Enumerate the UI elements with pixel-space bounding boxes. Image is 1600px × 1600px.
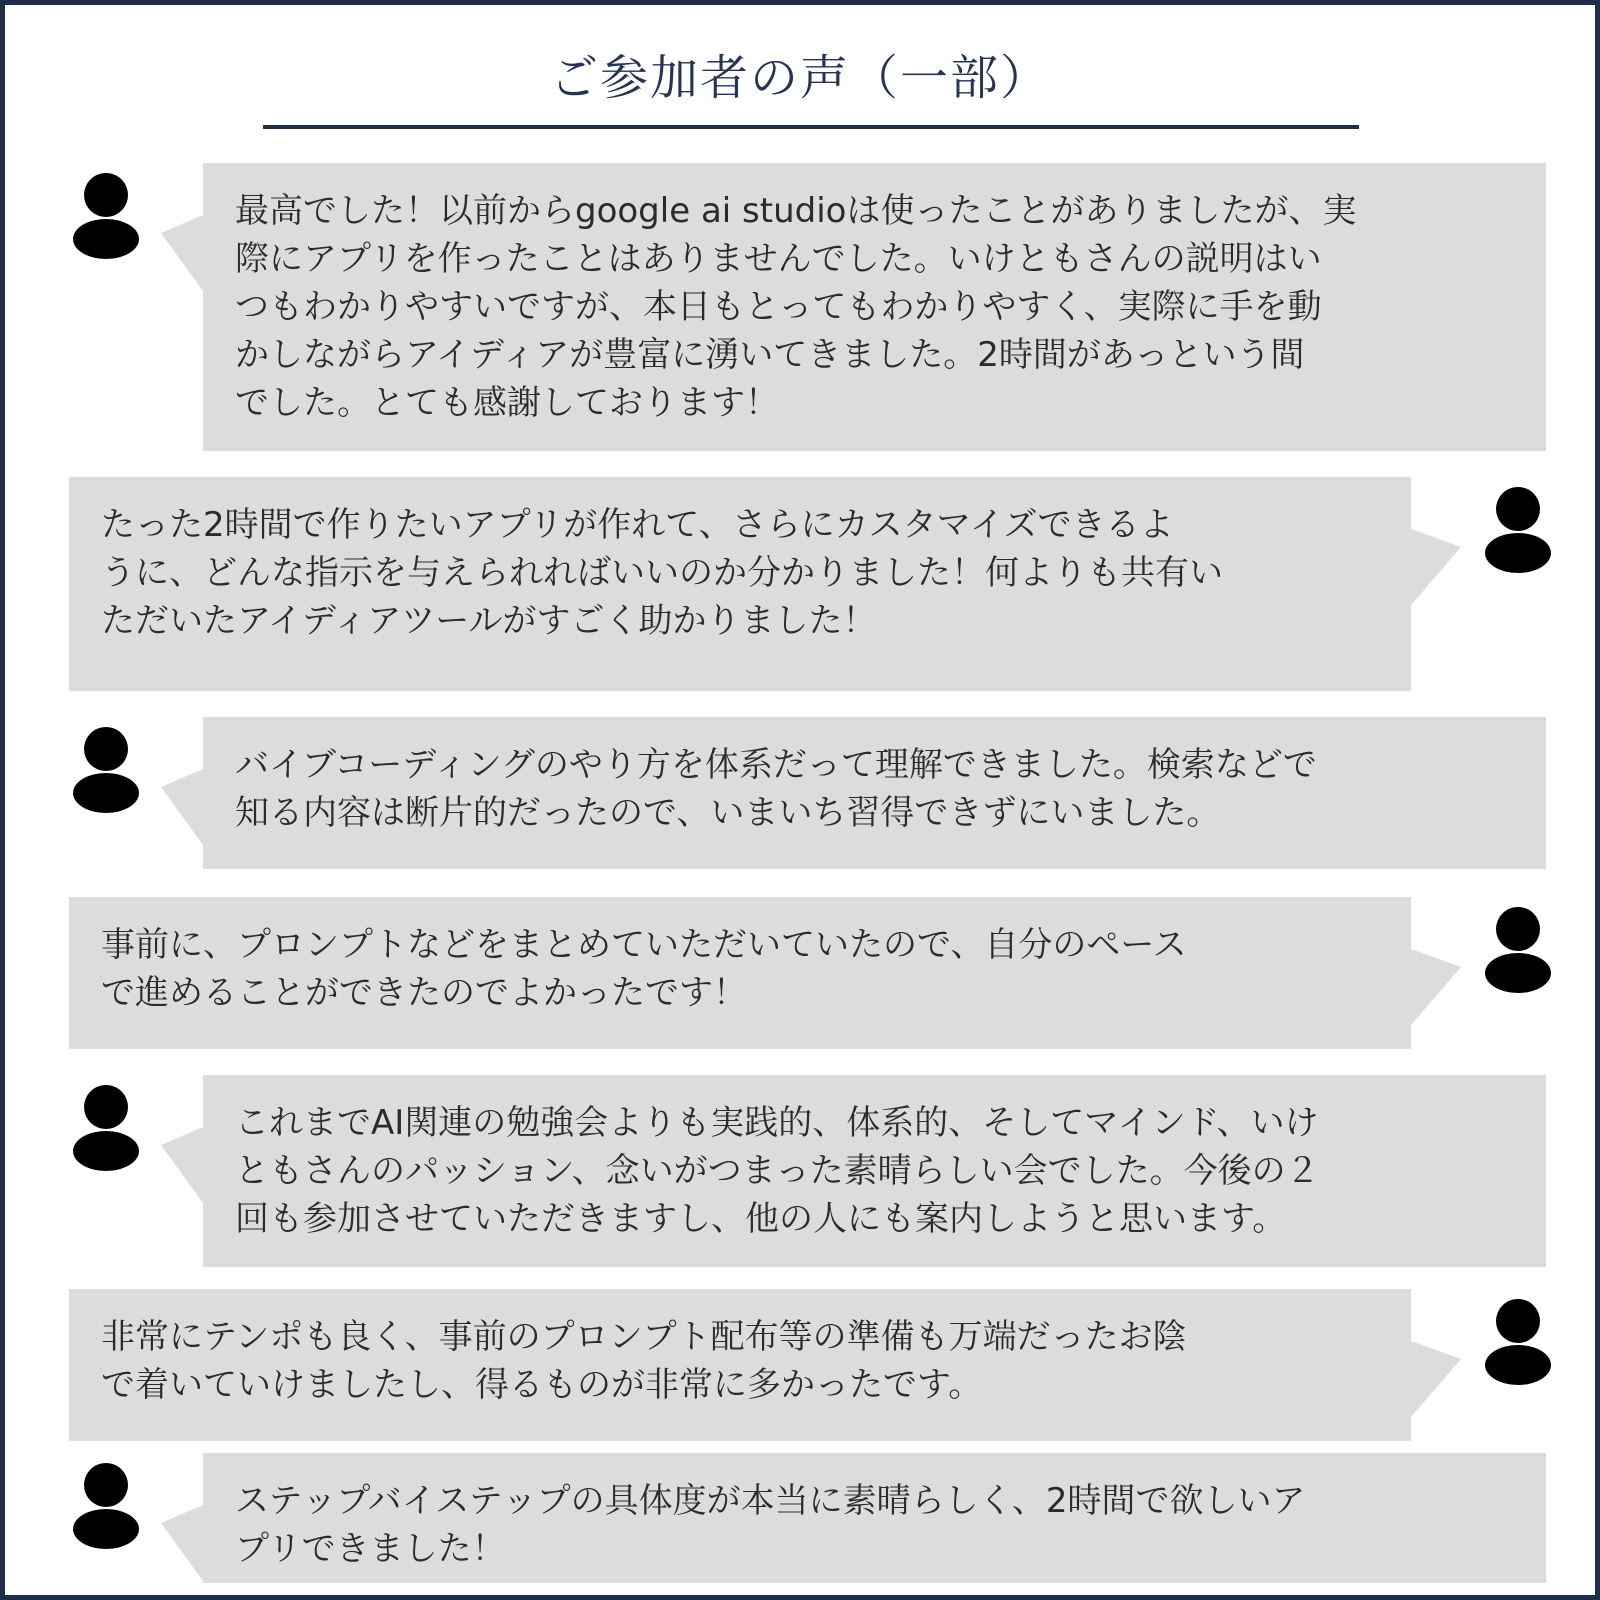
comment-text: 最高でした！以前からgoogle ai studioは使ったことがありましたが、実 際にアプリを作ったことはありませんでした。いけともさんの説明はい つもわかりやすいですが、本日もとってもわかりやすく、実際に手を動 かしながらアイディアが豊富に湧いてきました。2時間があっという間 でした。とても感謝しております！ (235, 191, 1357, 423)
person-icon (73, 727, 139, 813)
speech-tail (1411, 529, 1461, 605)
speech-tail (161, 215, 203, 291)
comment-text: 事前に、プロンプトなどをまとめていただいていたので、自分のペース で進めることができたのでよかったです！ (101, 925, 1187, 1013)
speech-tail (161, 1505, 203, 1581)
speech-tail (1411, 949, 1461, 1025)
speech-tail (1411, 1341, 1461, 1417)
comment-text: バイブコーディングのやり方を体系だって理解できました。検索などで 知る内容は断片的だったので、いまいち習得できずにいました。 (235, 745, 1317, 833)
comment-bubble (203, 1075, 1546, 1267)
person-icon (73, 1463, 139, 1549)
comment-bubble (203, 717, 1546, 869)
comment-text: たった2時間で作りたいアプリが作れて、さらにカスタマイズできるよ うに、どんな指示を与えられればいいのか分かりました！何よりも共有い ただいたアイディアツールがすごく助かりました！ (101, 505, 1223, 641)
comment-bubble (69, 897, 1411, 1049)
avatar (73, 1085, 139, 1171)
avatar (1485, 1299, 1551, 1385)
comment-text: これまでAI関連の勉強会よりも実践的、体系的、そしてマインド、いけ ともさんのパッション、念いがつまった素晴らしい会でした。今後の２ 回も参加させていただきますし、他の人にも案内しようと思います。 (235, 1103, 1320, 1239)
comment-bubble (69, 1289, 1411, 1441)
avatar (73, 173, 139, 259)
person-icon (73, 1085, 139, 1171)
avatar (73, 727, 139, 813)
comment-bubble (69, 477, 1411, 691)
page-title: ご参加者の声（一部） (549, 50, 1050, 106)
comment-bubble (203, 1453, 1546, 1583)
avatar (1485, 487, 1551, 573)
speech-tail (161, 769, 203, 845)
avatar (73, 1463, 139, 1549)
avatar (1485, 907, 1551, 993)
speech-tail (161, 1127, 203, 1203)
person-icon (1485, 907, 1551, 993)
person-icon (1485, 1299, 1551, 1385)
comment-text: ステップバイステップの具体度が本当に素晴らしく、2時間で欲しいア プリできました！ (235, 1481, 1306, 1569)
person-icon (73, 173, 139, 259)
comment-text: 非常にテンポも良く、事前のプロンプト配布等の準備も万端だったお陰 で着いていけましたし、得るものが非常に多かったです。 (101, 1317, 1187, 1405)
comment-bubble (203, 163, 1546, 451)
person-icon (1485, 487, 1551, 573)
title-divider (263, 125, 1359, 129)
